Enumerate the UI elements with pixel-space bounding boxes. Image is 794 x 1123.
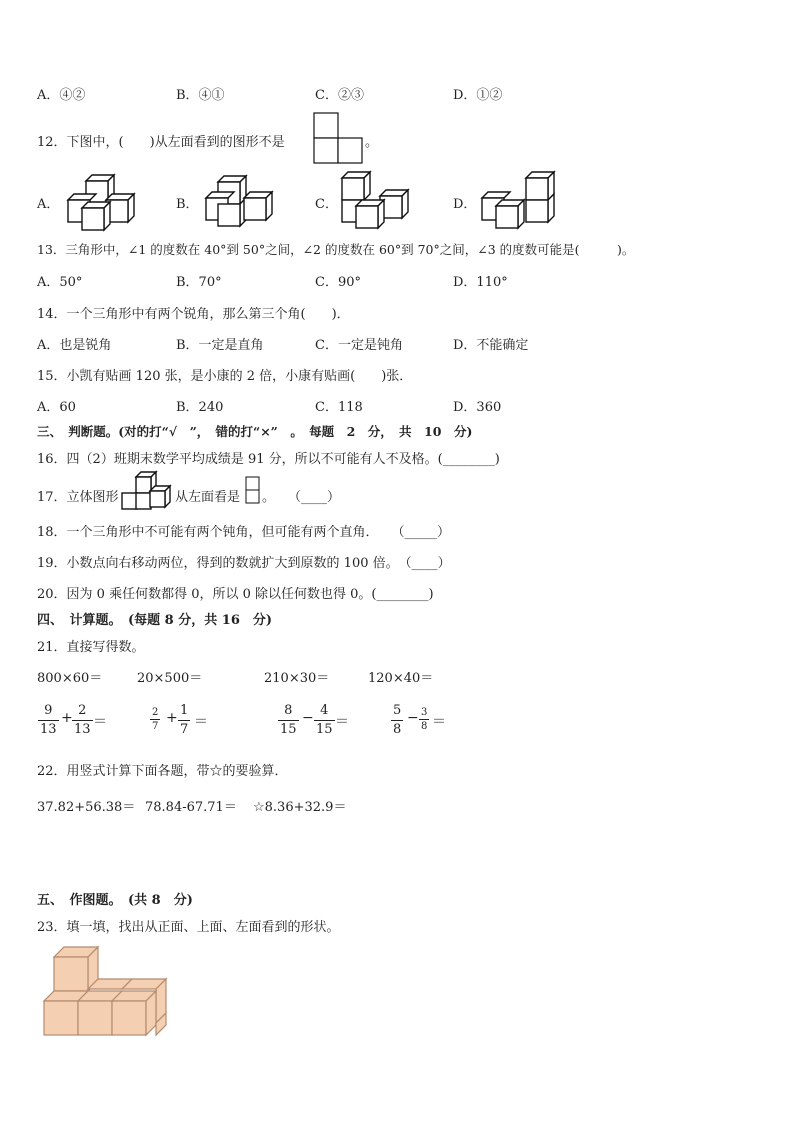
- question-18: 18．一个三角形中不可能有两个钝角，但可能有两个直角． （_____）: [37, 525, 451, 540]
- option-d: D．110°: [453, 275, 508, 290]
- equals: ＝: [93, 714, 107, 730]
- question-12-stem: 12．下图中，( )从左面看到的图形不是: [37, 135, 285, 150]
- option-c: C．一定是钝角: [315, 338, 403, 353]
- fraction: 1 7: [180, 703, 189, 737]
- option-c: C．118: [315, 400, 363, 415]
- section-title: 三、 判断题。(对的打“√ ”， 错的打“×” 。 每题 2 分， 共 10 分): [37, 424, 473, 439]
- option-a: A．④②: [37, 88, 86, 103]
- question-14-stem: 14．一个三角形中有两个锐角，那么第三个角( )．: [37, 307, 350, 322]
- question-17-mid: 从左面看是: [175, 490, 241, 505]
- fraction: 3 8: [421, 707, 428, 732]
- option-a: A．: [37, 197, 60, 212]
- operator: −: [407, 710, 419, 726]
- cube-stack-icon: [480, 170, 560, 228]
- option-b: B．: [176, 197, 199, 212]
- fraction: 2 7: [152, 707, 159, 732]
- question-15-stem: 15．小凯有贴画 120 张，是小康的 2 倍，小康有贴画( )张．: [37, 369, 413, 384]
- fraction: 8 15: [280, 703, 297, 737]
- option-b: B．70°: [176, 275, 222, 290]
- calc-item: 800×60＝: [37, 671, 103, 686]
- question-22-stem: 22．用竖式计算下面各题，带☆的要验算．: [37, 764, 288, 779]
- question-21-stem: 21．直接写得数。: [37, 640, 145, 655]
- option-a: A．也是锐角: [37, 338, 112, 353]
- option-a: A．60: [37, 400, 76, 415]
- question-13-stem: 13．三角形中，∠1 的度数在 40°到 50°之间，∠2 的度数在 60°到 70°之间，∠3 的度数可能是( )。: [37, 242, 635, 257]
- question-17-stem: 17．立体图形: [37, 490, 119, 505]
- option-b: B．④①: [176, 88, 225, 103]
- option-a: A．50°: [37, 275, 83, 290]
- question-16: 16．四（2）班期末数学平均成绩是 91 分，所以不可能有人不及格。(________): [37, 452, 500, 467]
- fraction: 2 13: [74, 703, 91, 737]
- option-c: C．: [315, 197, 338, 212]
- option-d: D．360: [453, 400, 502, 415]
- section-title: 四、 计算题。 (每题 8 分，共 16 分): [37, 613, 273, 628]
- fraction: 5 8: [393, 703, 402, 737]
- operator: +: [166, 710, 178, 726]
- question-19: 19．小数点向右移动两位，得到的数就扩大到原数的 100 倍。 （____）: [37, 556, 451, 571]
- cube-stack-icon: [122, 472, 174, 512]
- cube-stack-icon: [42, 945, 172, 1037]
- question-20: 20．因为 0 乘任何数都得 0，所以 0 除以任何数也得 0。(________): [37, 587, 434, 602]
- question-23-stem: 23．填一填，找出从正面、上面、左面看到的形状。: [37, 920, 340, 935]
- calc-item: 20×500＝: [137, 671, 203, 686]
- question-12-end: 。: [365, 135, 379, 150]
- calc-item: 37.82+56.38＝: [37, 800, 136, 815]
- equals: ＝: [432, 714, 446, 730]
- grid-view-icon: [245, 476, 261, 506]
- option-c: C．②③: [315, 88, 364, 103]
- cube-stack-icon: [340, 170, 415, 228]
- cube-stack-icon: [66, 172, 141, 230]
- cube-stack-icon: [204, 174, 279, 232]
- calc-item: 210×30＝: [264, 671, 330, 686]
- fraction: 4 15: [316, 703, 333, 737]
- option-d: D．①②: [453, 88, 503, 103]
- operator: −: [302, 710, 314, 726]
- fraction: 9 13: [40, 703, 57, 737]
- section-title: 五、 作图题。 (共 8 分): [37, 893, 193, 908]
- option-b: B．240: [176, 400, 224, 415]
- calc-item: 78.84-67.71＝: [145, 800, 237, 815]
- equals: ＝: [335, 714, 349, 730]
- option-d: D．: [453, 197, 477, 212]
- grid-view-icon: [313, 112, 363, 164]
- calc-item: 120×40＝: [368, 671, 434, 686]
- question-17-end: 。 （____）: [262, 490, 341, 505]
- option-d: D．不能确定: [453, 338, 529, 353]
- equals: ＝: [194, 714, 208, 730]
- operator: +: [61, 710, 73, 726]
- option-b: B．一定是直角: [176, 338, 264, 353]
- option-c: C．90°: [315, 275, 361, 290]
- calc-item: ☆8.36+32.9＝: [253, 800, 347, 815]
